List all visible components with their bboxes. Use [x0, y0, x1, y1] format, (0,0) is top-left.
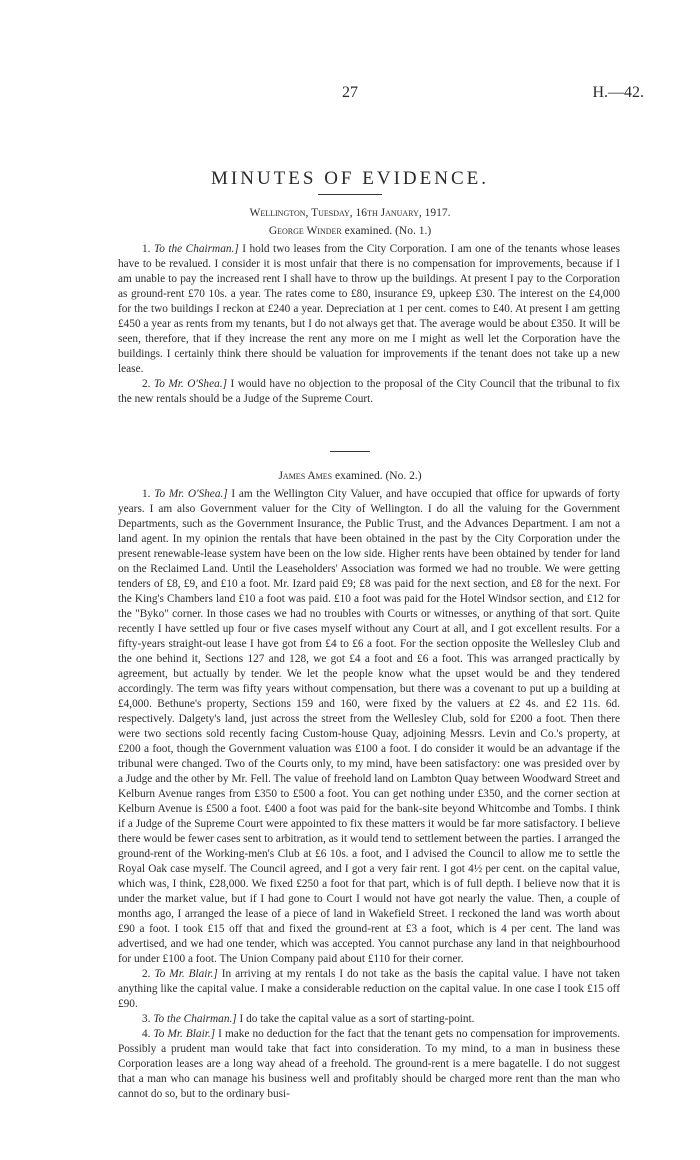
- addressee: To Mr. Blair.]: [154, 968, 218, 980]
- answer-text: I would have no objection to the proposal of the City Council that the tribunal to fix the new rentals should be a Judge of the Supreme Court.: [118, 378, 620, 405]
- question-number: 1.: [142, 243, 151, 255]
- evidence-paragraph: [118, 967, 620, 1012]
- witness-heading-1: [0, 225, 700, 237]
- evidence-paragraph: [118, 377, 620, 407]
- section-divider: [330, 451, 370, 452]
- document-reference: H.—42.: [592, 84, 644, 101]
- date-line: Wellington, Tuesday, 16th January, 1917.: [249, 207, 451, 219]
- witness-1-evidence: [118, 242, 620, 407]
- page-title: MINUTES OF EVIDENCE.: [211, 168, 489, 189]
- question-number: 2.: [142, 968, 151, 980]
- witness-name: James Ames: [278, 470, 333, 482]
- question-number: 3.: [142, 1013, 151, 1025]
- evidence-paragraph: [118, 242, 620, 377]
- answer-text: In arriving at my rentals I do not take as the basis the capital value. I have not taken anything like the capital value. I make a considerable reduction on the capital value. In one case I took £15 off £90.: [118, 968, 620, 1010]
- witness-2-evidence: [118, 487, 620, 1102]
- answer-text: I do take the capital value as a sort of starting-point.: [239, 1013, 475, 1025]
- addressee: To Mr. O'Shea.]: [154, 488, 228, 500]
- evidence-paragraph: [118, 1012, 620, 1027]
- witness-heading-2: [0, 470, 700, 482]
- page-header: [0, 84, 700, 106]
- addressee: To Mr. Blair.]: [153, 1028, 216, 1040]
- page-number: 27: [342, 84, 358, 101]
- question-number: 4.: [142, 1028, 151, 1040]
- answer-text: I am the Wellington City Valuer, and have occupied that office for upwards of forty years. I am also Government valuer for the City of Wellington. I do all the valuing for the Government Departments, such as the Government Insurance, the Public Trust, and the Advances Department. I am not a land agent. In my opinion the rentals that have been obtained in the past by the City Corporation under the present renewable-lease system have been on the low side. Higher rents have been obtained by tender for land on the Reclaimed Land. Until the Leaseholders' Association was formed we had no trouble. We were getting tenders of £8, £9, and £10 a foot. Mr. Izard paid £9; £8 was paid for the next section, and £8 for the next. For the King's Chambers land £10 a foot was paid. £10 a foot was paid for the Hotel Windsor section, and £12 for the "Byko" corner. In those cases we had no troubles with Courts or witnesses, or anything of that sort. Quite recently I have settled up four or five cases myself without any Court at all, and I got excellent results. For a fifty-years straight-out lease I have got from £4 to £6 a foot. For the section opposite the Wellesley Club and the one behind it, Sections 127 and 128, we got £4 a foot and £6 a foot. This was arranged practically by agreement, but actually by tender. We let the people know what the upset would be and they tendered accordingly. The term was fifty years without compensation, but there was a covenant to put up a building at £4,000. Bethune's property, Sections 159 and 160, were fixed by the valuers at £2 4s. and £2 11s. 6d. respectively. Dalgety's land, just across the street from the Wellesley Club, sold for £200 a foot. Then there were two sections sold recently facing Custom-house Quay, adjoining Messrs. Levin and Co.'s property, at £200 a foot, though the Government valuation was £100 a foot. I do consider it would be an advantage if the tribunal were changed. Two of the Courts only, to my mind, have been satisfactory: one was presided over by a Judge and the other by Mr. Fell. The value of freehold land on Lambton Quay between Woodward Street and Kelburn Avenue ranges from £350 to £500 a foot. You can get nothing under £350, and the corner section at Kelburn Avenue is £500 a foot. £400 a foot was paid for the bank-site beyond Whitcombe and Tombs. I think if a Judge of the Supreme Court were appointed to fix these matters it would be far more satisfactory. I believe there would be fewer cases sent to arbitration, as it would tend to settlement between the parties. I arranged the ground-rent of the Working-men's Club at £6 10s. a foot, and I advised the Council to allow me to settle the Royal Oak case myself. The Council agreed, and I got a very fair rent. I got 4½ per cent. on the capital value, which was, I think, £28,000. We fixed £250 a foot for that part, which is of full depth. I believe now that it is under the market value, but if I had gone to Court I would not have got nearly the value. Then, a couple of months ago, I arranged the lease of a piece of land in Wakefield Street. I reckoned the land was worth about £90 a foot. I took £15 off that and fixed the ground-rent at £3 a foot, which is 4 per cent. The land was advertised, and we had one tender, which was accepted. You cannot purchase any land in that neighbourhood for under £100 a foot. The Union Company paid about £110 for their corner.: [118, 488, 620, 965]
- answer-text: I make no deduction for the fact that the tenant gets no compensation for improvements. Possibly a prudent man would take that fact into consideration. To my mind, to a man in business these Corporation leases are a long way ahead of a freehold. The ground-rent is a mere bagatelle. I do not suggest that a man who can manage his business well and profitably should be charged more rent than the man who cannot do so, but to the ordinary busi-: [118, 1028, 620, 1100]
- answer-text: I hold two leases from the City Corporation. I am one of the tenants whose leases have to be revalued. I consider it is most unfair that there is no compensation for improvements, because if I am unable to pay the increased rent I shall have to throw up the buildings. At present I pay to the Corporation as ground-rent £70 10s. a year. The rates come to £80, insurance £9, upkeep £30. The interest on the £4,000 for the two buildings I reckon at £240 a year. Depreciation at 1 per cent. comes to £40. At present I am getting £450 a year as rents from my tenants, but I do not always get that. The average would be about £350. It will be seen, therefore, that if they increase the rent any more on me I might as well let the Corporation have the buildings. I certainly think there should be valuation for improvements if the tenant does not take up a new lease.: [118, 243, 620, 375]
- addressee: To Mr. O'Shea.]: [153, 378, 227, 390]
- evidence-paragraph: [118, 487, 620, 967]
- title-divider: [318, 194, 382, 195]
- question-number: 2.: [142, 378, 151, 390]
- addressee: To the Chairman.]: [153, 1013, 237, 1025]
- witness-name: George Winder: [268, 225, 342, 237]
- evidence-paragraph: [118, 1027, 620, 1102]
- question-number: 1.: [142, 488, 151, 500]
- witness-heading-rest: examined. (No. 1.): [344, 225, 432, 237]
- witness-heading-rest: examined. (No. 2.): [335, 470, 422, 482]
- addressee: To the Chairman.]: [153, 243, 239, 255]
